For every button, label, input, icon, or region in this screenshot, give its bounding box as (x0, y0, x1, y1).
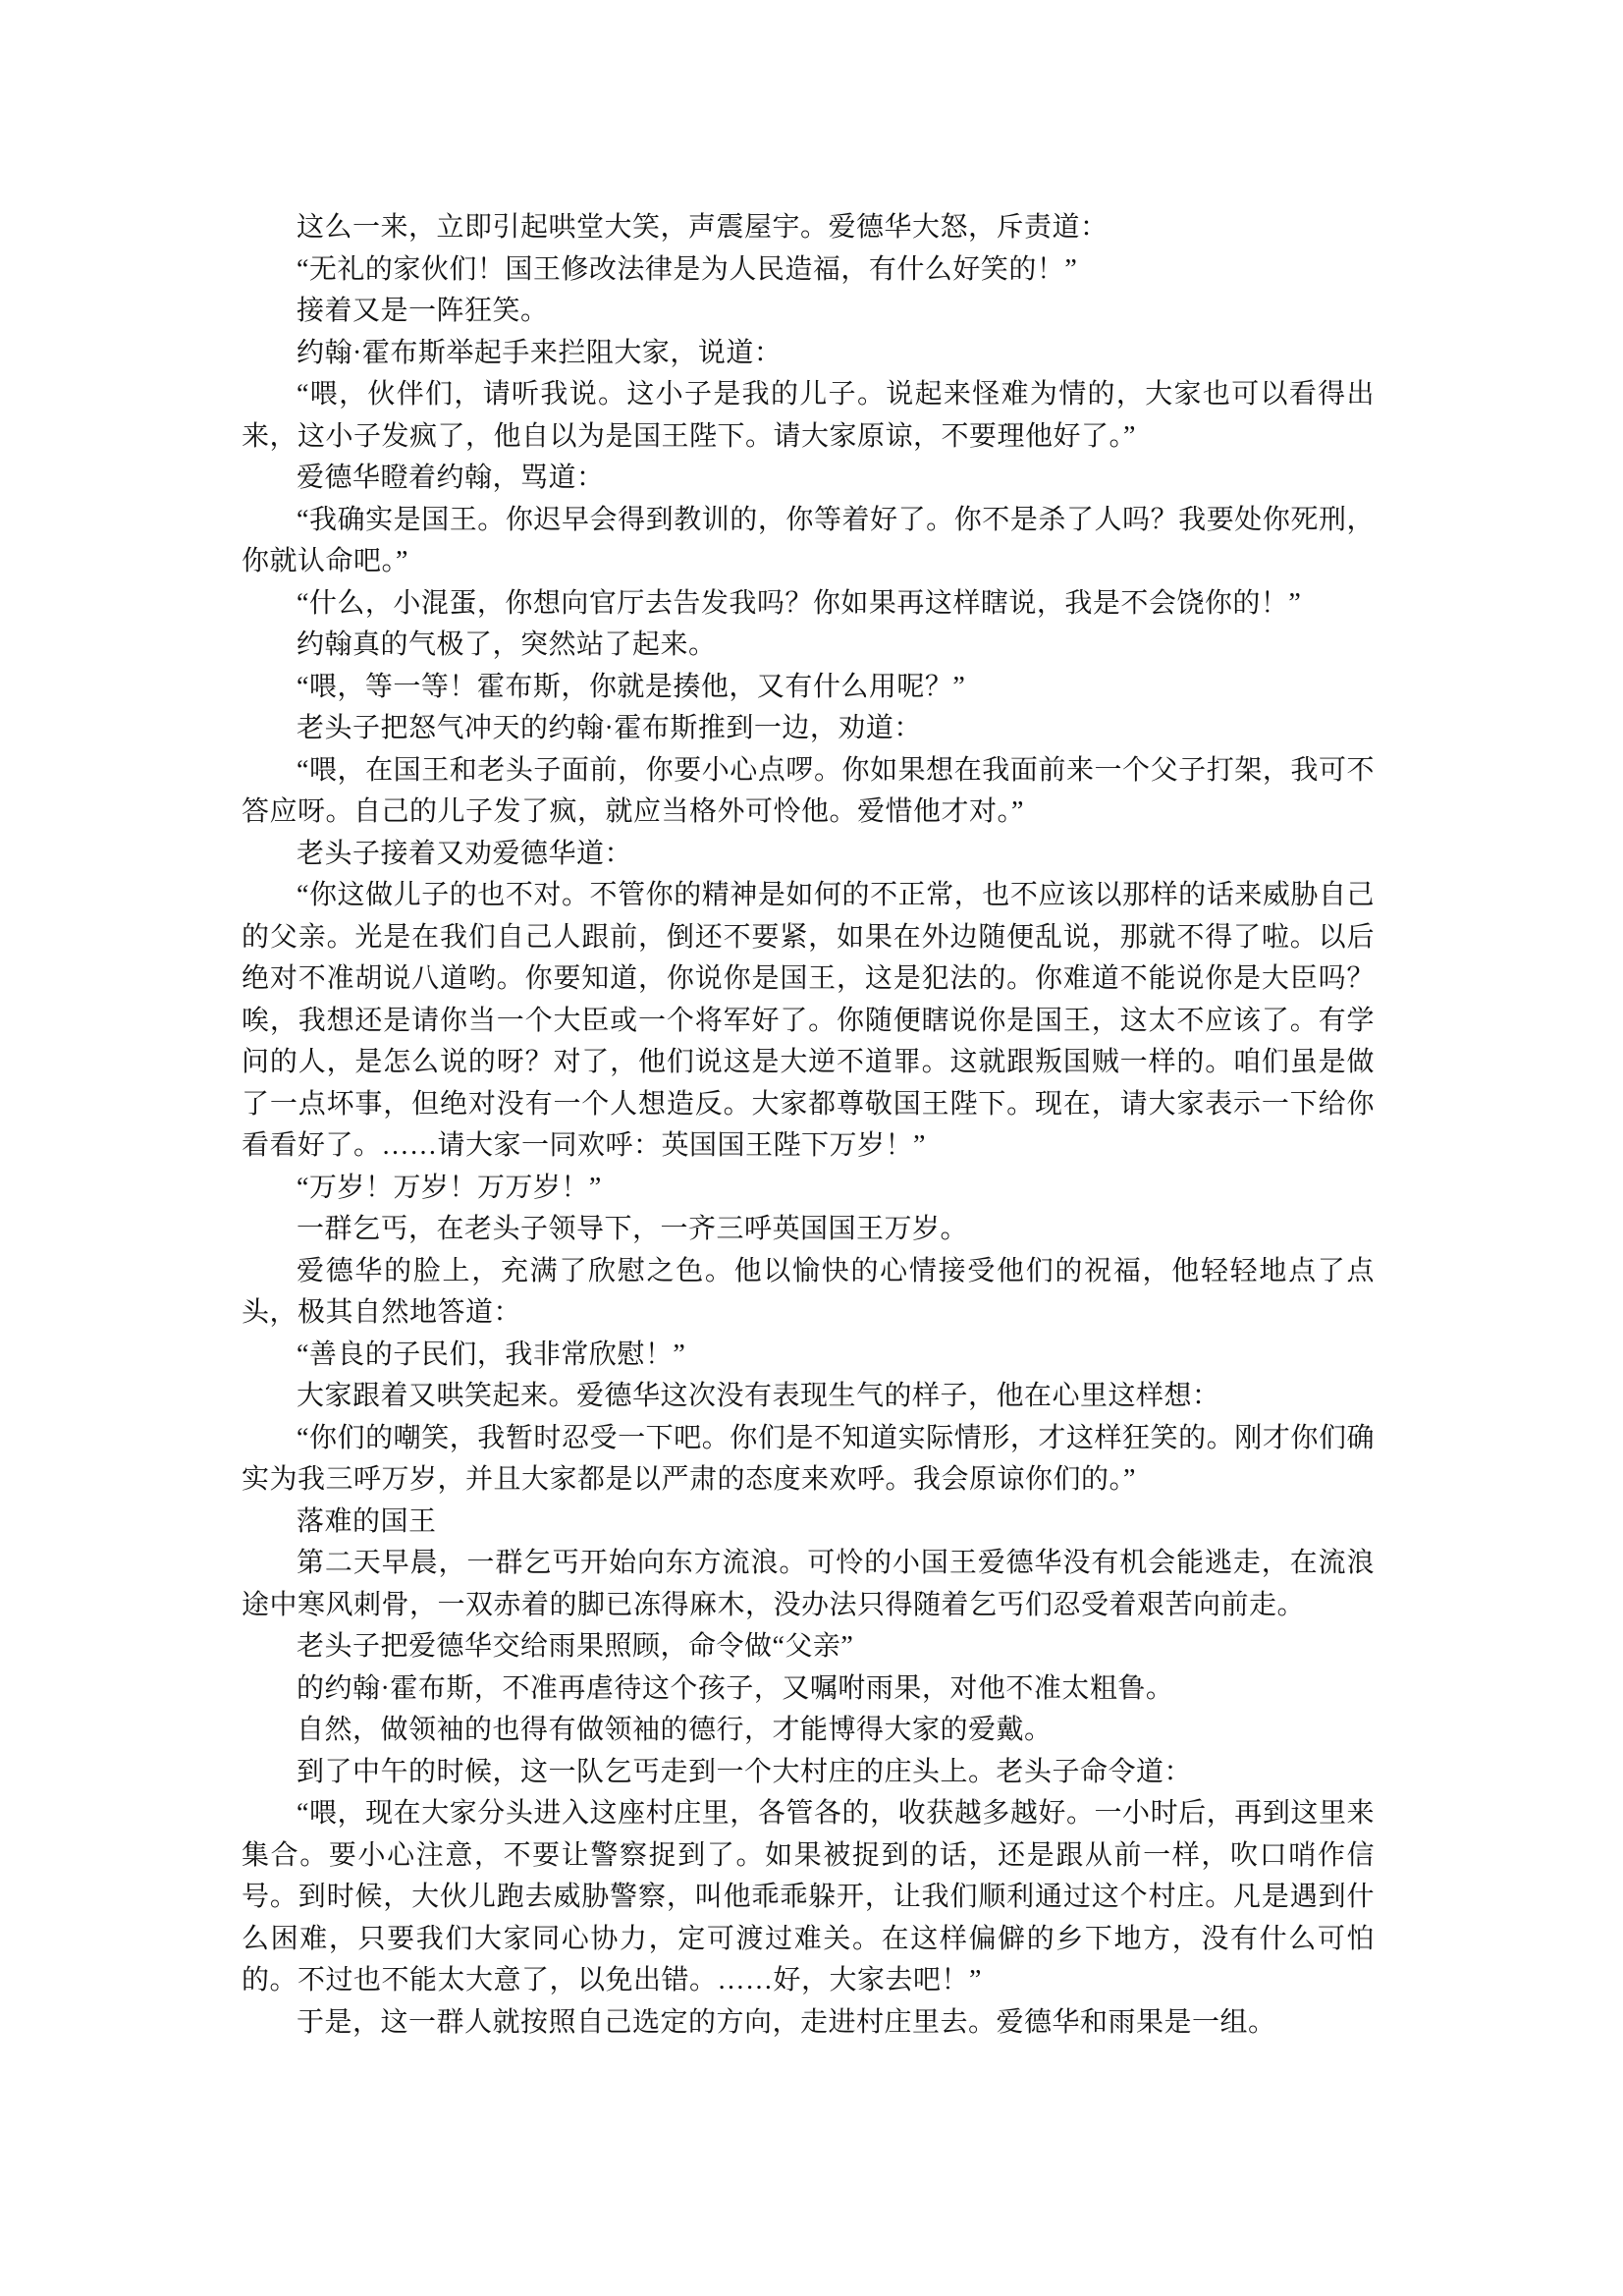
paragraph: 大家跟着又哄笑起来。爱德华这次没有表现生气的样子，他在心里这样想： (297, 1381, 1220, 1411)
paragraph: 自然，做领袖的也得有做领袖的德行，才能博得大家的爱戴。 (297, 1715, 1053, 1745)
paragraph: 到了中午的时候，这一队乞丐走到一个大村庄的庄头上。老头子命令道： (297, 1756, 1193, 1787)
paragraph: “喂，在国王和老头子面前，你要小心点啰。你如果想在我面前来一个父子打架，我可不答应呀。自己的儿子发了疯，就应当格外可怜他。爱惜他才对。” (242, 754, 1375, 827)
paragraph: 爱德华的脸上，充满了欣慰之色。他以愉快的心情接受他们的祝福，他轻轻地点了点头，极其自然地答道： (242, 1255, 1375, 1328)
paragraph: “你们的嘲笑，我暂时忍受一下吧。你们是不知道实际情形，才这样狂笑的。刚才你们确实为我三呼万岁，并且大家都是以严肃的态度来欢呼。我会原谅你们的。” (242, 1422, 1375, 1495)
paragraph: 这么一来，立即引起哄堂大笑，声震屋宇。爱德华大怒，斥责道： (297, 212, 1109, 243)
paragraph: 老头子把怒气冲天的约翰·霍布斯推到一边，劝道： (297, 713, 922, 743)
paragraph: 落难的国王 (297, 1505, 437, 1537)
paragraph: 约翰·霍布斯举起手来拦阻大家，说道： (297, 337, 783, 368)
paragraph: 接着又是一阵狂笑。 (297, 296, 549, 326)
paragraph: “喂，现在大家分头进入这座村庄里，各管各的，收获越多越好。一小时后，再到这里来集合。要小心注意，不要让警察捉到了。如果被捉到的话，还是跟从前一样，吹口哨作信号。到时候，大伙儿跑去威胁警察，叫他乖乖躲开，让我们顺利通过这个村庄。凡是遇到什么困难，只要我们大家同心协力，定可渡过难关。在这样偏僻的乡下地方，没有什么可怕的。不过也不能太大意了，以免出错。……好，大家去吧！” (242, 1798, 1375, 1995)
paragraph: “万岁！万岁！万万岁！” (297, 1172, 602, 1203)
paragraph: “善良的子民们，我非常欣慰！” (297, 1339, 686, 1370)
paragraph: 爱德华瞪着约翰，骂道： (297, 463, 605, 493)
paragraph: “你这做儿子的也不对。不管你的精神是如何的不正常，也不应该以那样的话来威胁自己的父亲。光是在我们自己人跟前，倒还不要紧，如果在外边随便乱说，那就不得了啦。以后绝对不准胡说八道哟。你要知道，你说你是国王，这是犯法的。你难道不能说你是大臣吗？唉，我想还是请你当一个大臣或一个将军好了。你随便瞎说你是国王，这太不应该了。有学问的人，是怎么说的呀？对了，他们说这是大逆不道罪。这就跟叛国贼一样的。咱们虽是做了一点坏事，但绝对没有一个人想造反。大家都尊敬国王陛下。现在，请大家表示一下给你看看好了。……请大家一同欢呼：英国国王陛下万岁！” (242, 880, 1375, 1161)
text-column (242, 207, 1375, 2044)
paragraph: “我确实是国王。你迟早会得到教训的，你等着好了。你不是杀了人吗？我要处你死刑，你就认命吧。” (242, 504, 1375, 576)
paragraph: “喂，伙伴们，请听我说。这小子是我的儿子。说起来怪难为情的，大家也可以看得出来，这小子发疯了，他自以为是国王陛下。请大家原谅，不要理他好了。” (242, 379, 1375, 452)
paragraph: “喂，等一等！霍布斯，你就是揍他，又有什么用呢？” (297, 671, 966, 702)
paragraph: “无礼的家伙们！国王修改法律是为人民造福，有什么好笑的！” (297, 253, 1078, 285)
paragraph: 老头子接着又劝爱德华道： (297, 838, 633, 869)
paragraph: 一群乞丐，在老头子领导下，一齐三呼英国国王万岁。 (297, 1214, 969, 1244)
paragraph: 第二天早晨，一群乞丐开始向东方流浪。可怜的小国王爱德华没有机会能逃走，在流浪途中寒风刺骨，一双赤着的脚已冻得麻木，没办法只得随着乞丐们忍受着艰苦向前走。 (242, 1548, 1375, 1620)
paragraph: 约翰真的气极了，突然站了起来。 (297, 629, 717, 660)
paragraph: 于是，这一群人就按照自己选定的方向，走进村庄里去。爱德华和雨果是一组。 (297, 2006, 1276, 2038)
paragraph: “什么，小混蛋，你想向官厅去告发我吗？你如果再这样瞎说，我是不会饶你的！” (297, 587, 1302, 619)
paragraph: 老头子把爱德华交给雨果照顾，命令做“父亲” (297, 1631, 854, 1662)
paragraph: 的约翰·霍布斯，不准再虐待这个孩子，又嘱咐雨果，对他不准太粗鲁。 (297, 1672, 1174, 1704)
